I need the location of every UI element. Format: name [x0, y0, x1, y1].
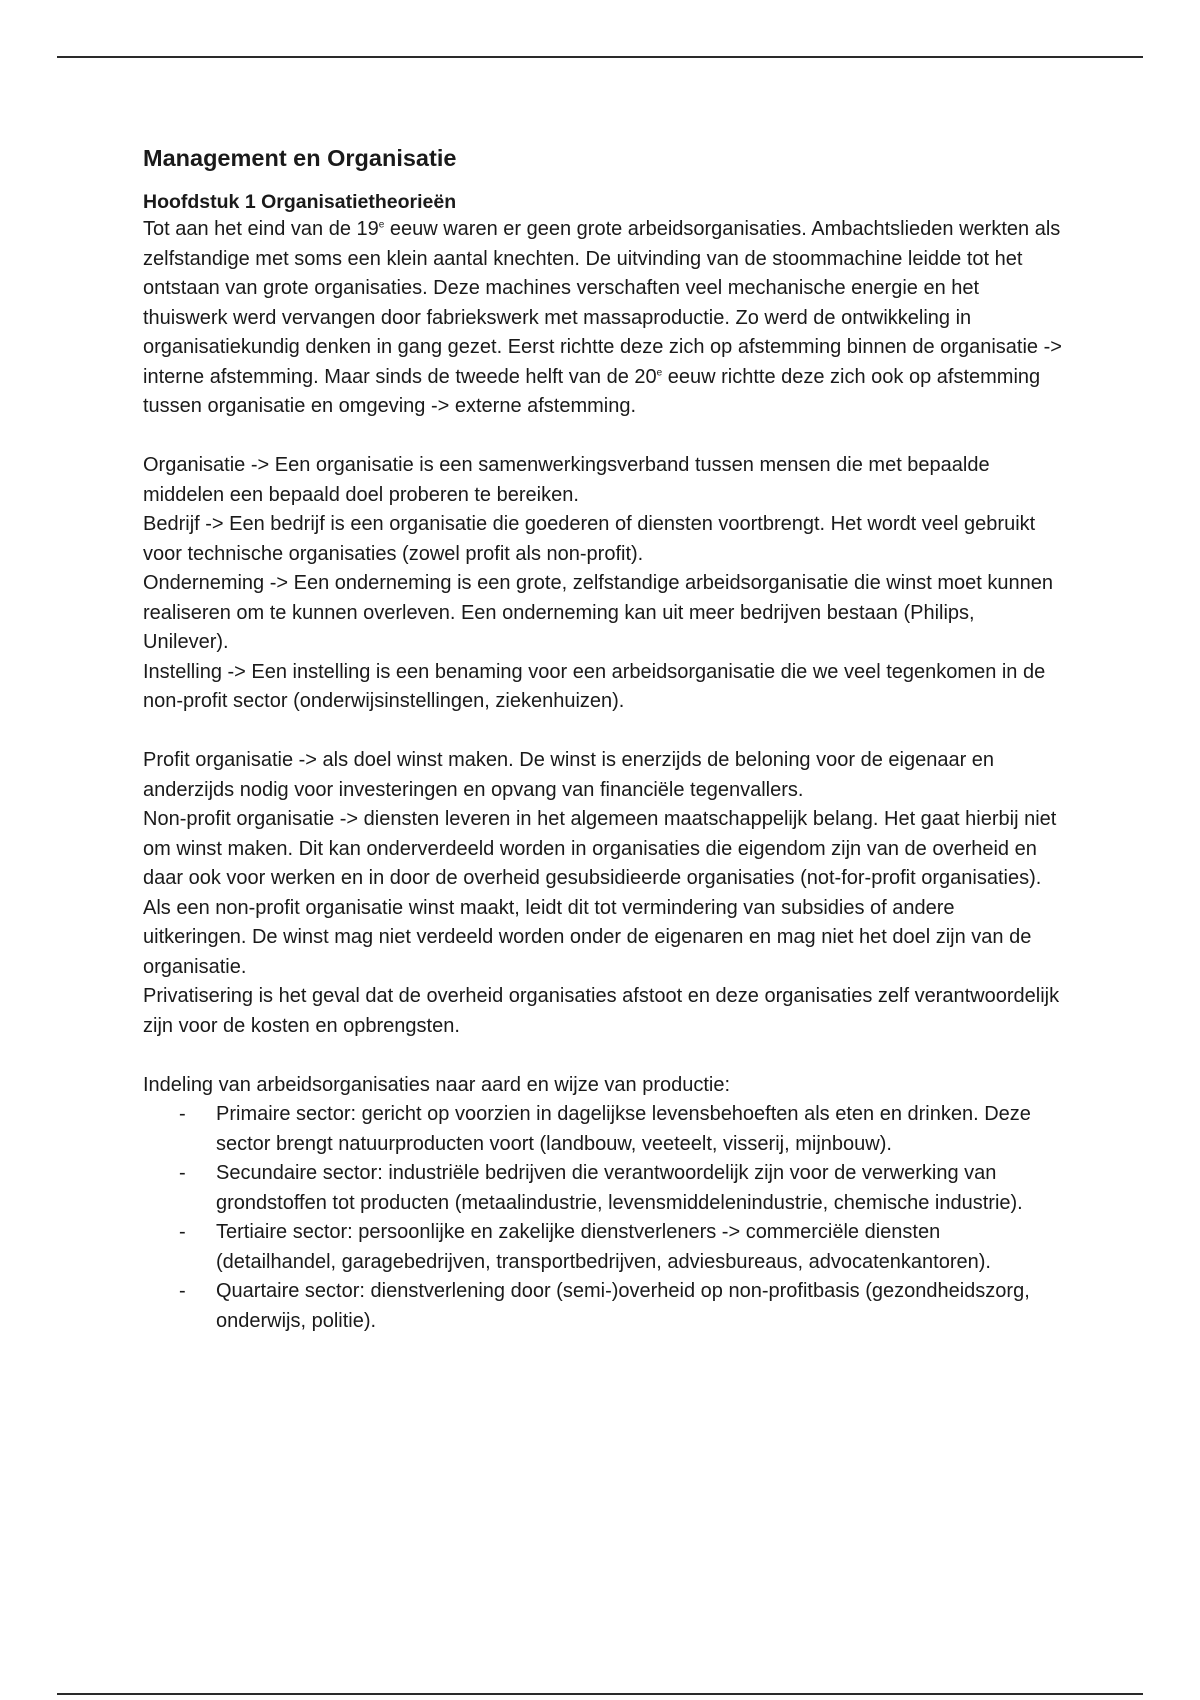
sector-tertiair: Tertiaire sector: persoonlijke en zakelijke dienstverleners -> commerciële diensten (detailhandel, garagebedrijven, transportbedrijven, adviesbureaus, advocatenkantoren). — [216, 1221, 991, 1273]
non-profit-winst-paragraph: Als een non-profit organisatie winst maakt, leidt dit tot vermindering van subsidies of andere uitkeringen. De winst mag niet verdeeld worden onder de eigenaren en mag niet het doel zijn van de organisatie. — [143, 896, 1032, 978]
bullet-dash: - — [179, 1221, 186, 1243]
document-title: Management en Organisatie — [143, 145, 457, 171]
sectors-intro: Indeling van arbeidsorganisaties naar aard en wijze van productie: — [143, 1073, 731, 1096]
footer-rule — [57, 1693, 1143, 1695]
intro-superscript-2: e — [656, 366, 663, 378]
bullet-dash: - — [179, 1162, 186, 1184]
paragraph-spacer — [143, 717, 1063, 747]
document-body — [143, 143, 1063, 1336]
definition-onderneming: Onderneming -> Een onderneming is een grote, zelfstandige arbeidsorganisatie die winst moet kunnen realiseren om te kunnen overleven. Een onderneming kan uit meer bedrijven bestaan (Philips, Unilever). — [143, 572, 1053, 653]
intro-text-3: eeuw richtte deze zich ook op afstemming tussen organisatie en omgeving -> externe afstemming. — [143, 365, 1041, 417]
sector-list-item — [143, 1100, 1063, 1159]
intro-text-1: Tot aan het eind van de 19 — [143, 218, 379, 240]
definition-instelling: Instelling -> Een instelling is een benaming voor een arbeidsorganisatie die we veel tegenkomen in de non-profit sector (onderwijsinstellingen, ziekenhuizen). — [143, 660, 1046, 712]
intro-superscript-1: e — [378, 219, 385, 231]
sector-list-item — [143, 1218, 1063, 1277]
bullet-dash: - — [179, 1103, 186, 1125]
intro-text-2: eeuw waren er geen grote arbeidsorganisaties. Ambachtslieden werkten als zelfstandige met soms een klein aantal knechten. De uitvinding van de stoommachine leidde tot het ontstaan van grote organisaties. Deze machines verschaften veel mechanische energie en het thuiswerk werd vervangen door fabriekswerk met massaproductie. Zo werd de ontwikkeling in organisatiekundig denken in gang gezet. Eerst richtte deze zich op afstemming binnen de organisatie -> interne afstemming. Maar sinds de tweede helft van de 20 — [143, 218, 1062, 388]
header-rule — [57, 56, 1143, 58]
intro-paragraph — [143, 215, 1063, 422]
sector-list — [143, 1100, 1063, 1336]
definition-organisatie: Organisatie -> Een organisatie is een samenwerkingsverband tussen mensen die met bepaalde middelen een bepaald doel proberen te bereiken. — [143, 454, 990, 506]
paragraph-spacer — [143, 422, 1063, 452]
chapter-heading: Hoofdstuk 1 Organisatietheorieën — [143, 191, 457, 213]
paragraph-spacer — [143, 1041, 1063, 1071]
privatisering-paragraph: Privatisering is het geval dat de overheid organisaties afstoot en deze organisaties zelf verantwoordelijk zijn voor de kosten en opbrengsten. — [143, 985, 1060, 1037]
sector-list-item — [143, 1159, 1063, 1218]
definition-bedrijf: Bedrijf -> Een bedrijf is een organisatie die goederen of diensten voortbrengt. Het wordt veel gebruikt voor technische organisaties (zowel profit als non-profit). — [143, 513, 1036, 565]
bullet-dash: - — [179, 1280, 186, 1302]
non-profit-paragraph: Non-profit organisatie -> diensten leveren in het algemeen maatschappelijk belang. Het gaat hierbij niet om winst maken. Dit kan onderverdeeld worden in organisaties die eigendom zijn van de overheid en daar ook voor werken en in door de overheid gesubsidieerde organisaties (not-for-profit organisaties). — [143, 808, 1057, 889]
sector-quartair: Quartaire sector: dienstverlening door (semi-)overheid op non-profitbasis (gezondheidszorg, onderwijs, politie). — [216, 1280, 1030, 1332]
sector-secundair: Secundaire sector: industriële bedrijven die verantwoordelijk zijn voor de verwerking van grondstoffen tot producten (metaalindustrie, levensmiddelenindustrie, chemische industrie). — [216, 1162, 1023, 1214]
profit-paragraph: Profit organisatie -> als doel winst maken. De winst is enerzijds de beloning voor de eigenaar en anderzijds nodig voor investeringen en opvang van financiële tegenvallers. — [143, 749, 995, 801]
sector-list-item — [143, 1277, 1063, 1336]
sector-primair: Primaire sector: gericht op voorzien in dagelijkse levensbehoeften als eten en drinken. Deze sector brengt natuurproducten voort (landbouw, veeteelt, visserij, mijnbouw). — [216, 1103, 1031, 1155]
